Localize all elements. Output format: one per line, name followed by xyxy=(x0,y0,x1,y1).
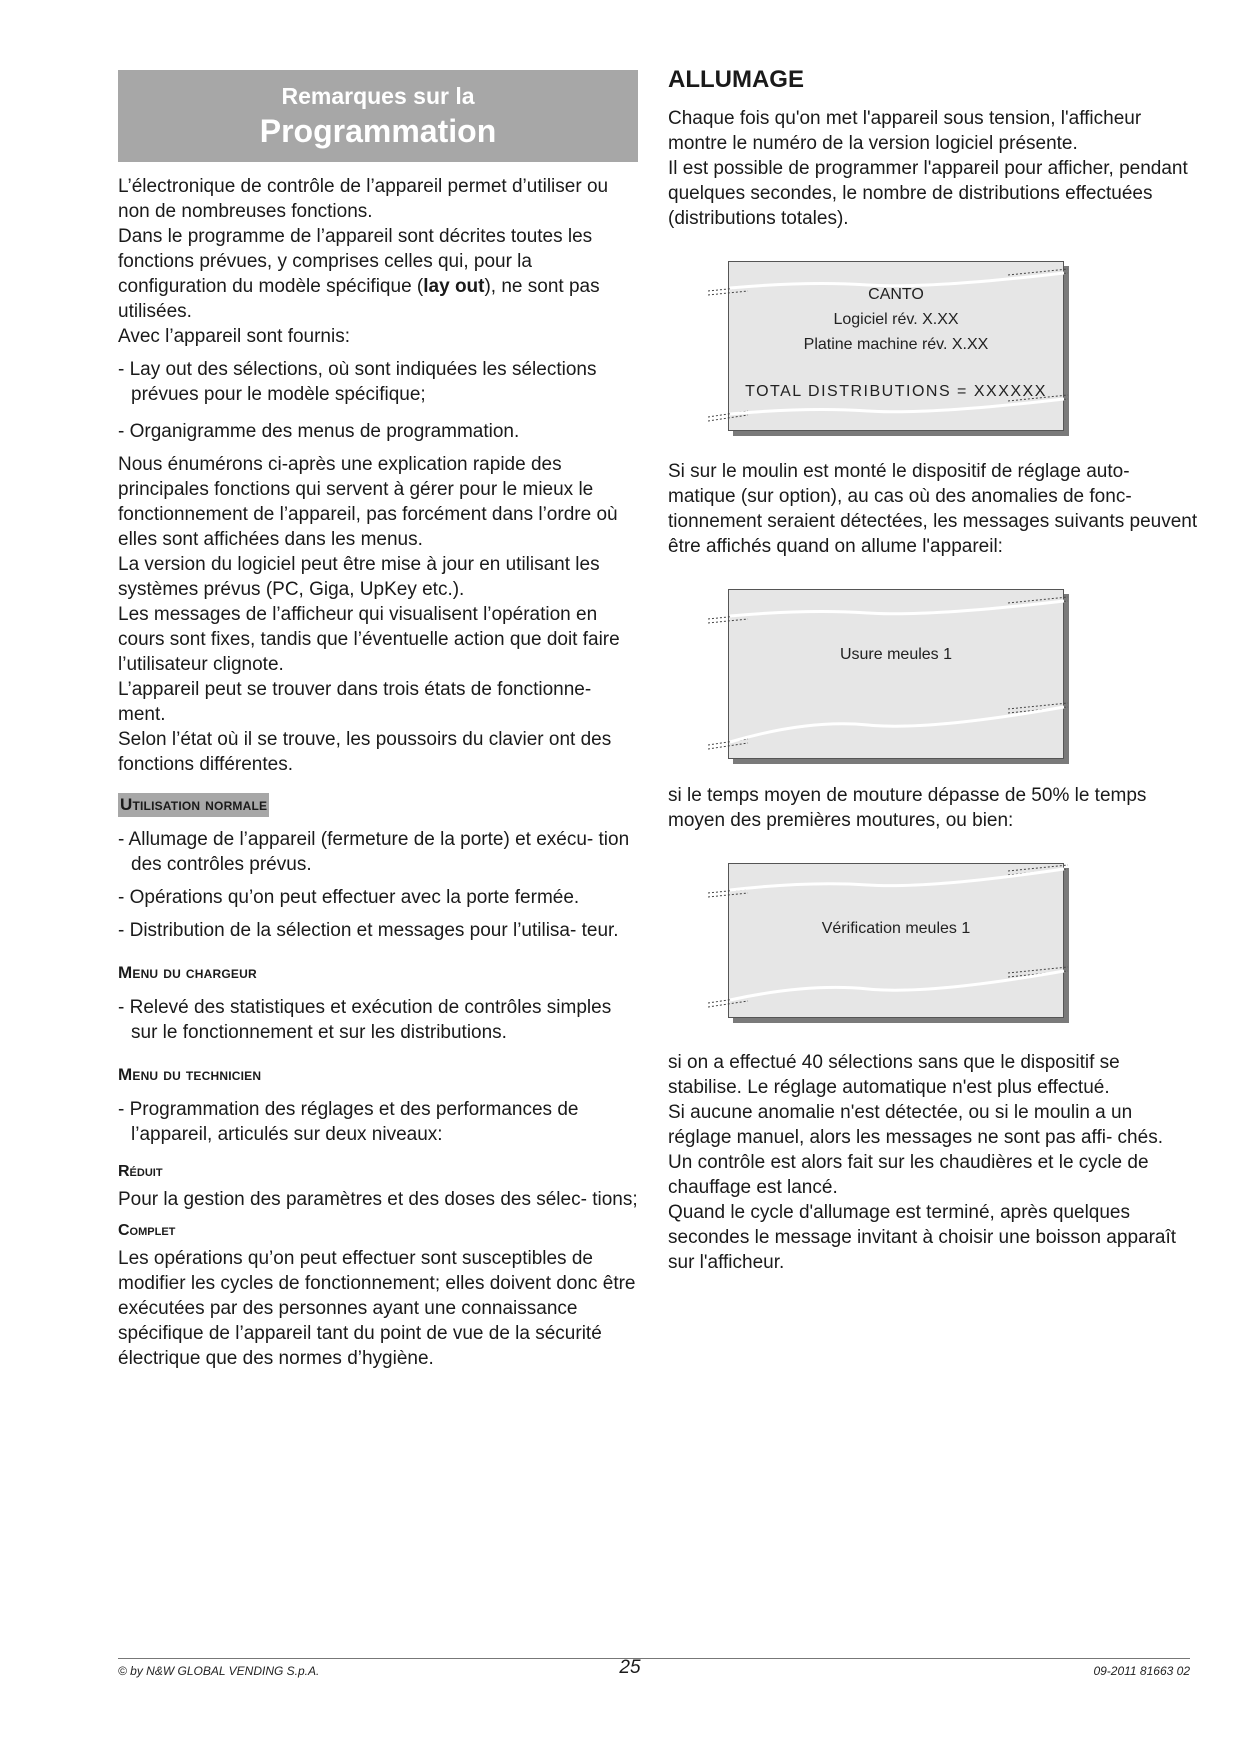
body-paragraph: si on a effectué 40 sélections sans que le dispositif se stabilise. Le réglage automatique n'est plus effectué. xyxy=(668,1052,1120,1098)
body-paragraph: Il est possible de programmer l'appareil pour afficher, pendant quelques secondes, le nombre de distributions effectuées (distributions totales). xyxy=(668,158,1188,229)
body-paragraph: L’appareil peut se trouver dans trois états de fonctionne- ment. xyxy=(118,679,592,725)
display-line: Platine machine rév. X.XX xyxy=(803,336,989,353)
footer-document-code: 09-2011 81663 02 xyxy=(1093,1664,1190,1678)
page-number: 25 xyxy=(619,1657,641,1678)
left-column xyxy=(118,70,638,1371)
heading-normal-use: Utilisation normale xyxy=(118,793,269,817)
section-title-line2: Programmation xyxy=(259,113,497,149)
display-line: TOTAL DISTRIBUTIONS = XXXXXX xyxy=(745,383,1047,400)
display-line: Usure meules 1 xyxy=(839,646,953,663)
heading-complete: Complet xyxy=(118,1222,176,1239)
allumage-title: ALLUMAGE xyxy=(668,66,804,93)
list-item: - Organigramme des menus de programmation. xyxy=(118,421,520,442)
list-item: - Allumage de l’appareil (fermeture de la porte) et exécu- tion des contrôles prévus. xyxy=(118,829,630,875)
tear-lines-icon xyxy=(708,863,1088,1023)
body-paragraph: Un contrôle est alors fait sur les chaudières et le cycle de chauffage est lancé. xyxy=(668,1152,1149,1198)
display-panel-check xyxy=(728,863,1108,1018)
reduced-text: Pour la gestion des paramètres et des doses des sélec- tions; xyxy=(118,1189,638,1210)
body-paragraph: Selon l’état où il se trouve, les poussoirs du clavier ont des fonctions différentes. xyxy=(118,729,612,775)
list-item: - Lay out des sélections, où sont indiquées les sélections prévues pour le modèle spécifique; xyxy=(118,359,597,405)
section-title-line1: Remarques sur la xyxy=(281,83,475,109)
body-paragraph: Si sur le moulin est monté le dispositif de réglage auto- matique (sur option), au cas où des anomalies de fonc- tionnement seraient détectées, les messages suivants peuvent être affichés quand on allume l'appareil: xyxy=(668,461,1198,557)
intro-paragraph: Dans le programme de l’appareil sont décrites toutes les fonctions prévues, y comprises celles qui, pour la configuration du modèle spécifique (lay out), ne sont pas utilisées. xyxy=(118,226,600,322)
intro-paragraph: L’électronique de contrôle de l’appareil permet d’utiliser ou non de nombreuses fonctions. xyxy=(118,176,609,222)
display-panel-wear xyxy=(728,589,1108,759)
body-paragraph: Chaque fois qu'on met l'appareil sous tension, l'afficheur montre le numéro de la version logiciel présente. xyxy=(668,108,1142,154)
heading-loader-menu: Menu du chargeur xyxy=(118,963,257,982)
heading-technician-menu: Menu du technicien xyxy=(118,1065,262,1084)
footer-copyright: © by N&W GLOBAL VENDING S.p.A. xyxy=(118,1664,320,1678)
tear-lines-icon xyxy=(708,589,1088,759)
list-item: - Distribution de la sélection et messages pour l’utilisa- teur. xyxy=(118,920,619,941)
body-paragraph: Les messages de l’afficheur qui visualisent l’opération en cours sont fixes, tandis que l’éventuelle action que doit faire l’utilisateur clignote. xyxy=(118,604,620,675)
body-paragraph: La version du logiciel peut être mise à jour en utilisant les systèmes prévus (PC, Giga, UpKey etc.). xyxy=(118,554,600,600)
list-item: - Programmation des réglages et des performances de l’appareil, articulés sur deux niveaux: xyxy=(118,1099,579,1145)
heading-reduced: Réduit xyxy=(118,1163,163,1180)
body-paragraph: Si aucune anomalie n'est détectée, ou si le moulin a un réglage manuel, alors les messages ne sont pas affi- chés. xyxy=(668,1102,1163,1148)
body-paragraph: Nous énumérons ci-après une explication rapide des principales fonctions qui servent à gérer pour le mieux le fonctionnement de l’appareil, pas forcément dans l’ordre où elles sont affichées dans les menus. xyxy=(118,454,618,550)
tear-lines-icon xyxy=(708,261,1088,431)
display-panel-version xyxy=(728,261,1108,431)
body-paragraph: si le temps moyen de mouture dépasse de 50% le temps moyen des premières moutures, ou bien: xyxy=(668,785,1147,831)
display-line: CANTO xyxy=(868,286,924,303)
section-title-box xyxy=(118,70,638,162)
intro-paragraph: Avec l’appareil sont fournis: xyxy=(118,326,350,347)
list-item: - Relevé des statistiques et exécution de contrôles simples sur le fonctionnement et sur les distributions. xyxy=(118,997,612,1043)
list-item: - Opérations qu’on peut effectuer avec la porte fermée. xyxy=(118,887,580,908)
layout-term: lay out xyxy=(423,276,485,297)
right-column xyxy=(668,64,1198,1275)
body-paragraph: Quand le cycle d'allumage est terminé, après quelques secondes le message invitant à choisir une boisson apparaît sur l'afficheur. xyxy=(668,1202,1177,1273)
display-line: Vérification meules 1 xyxy=(821,920,971,937)
display-line: Logiciel rév. X.XX xyxy=(833,311,959,328)
complete-text: Les opérations qu’on peut effectuer sont susceptibles de modifier les cycles de fonctionnement; elles doivent donc être exécutées par des personnes ayant une connaissance spécifique de l’appareil tant du point de vue de la sécurité électrique que des normes d’hygiène. xyxy=(118,1248,636,1369)
